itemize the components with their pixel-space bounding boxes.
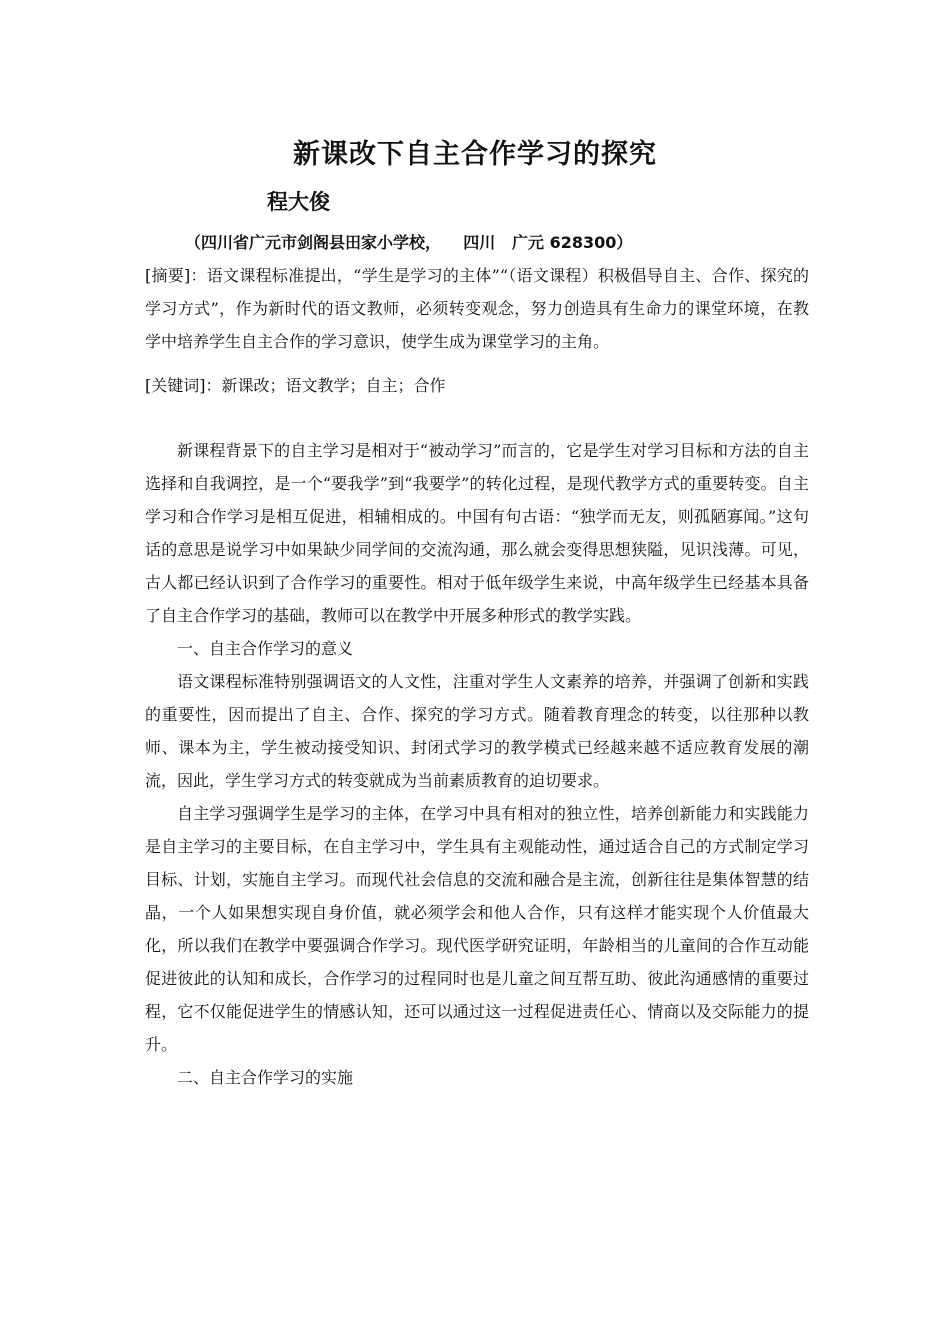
document-title: 新课改下自主合作学习的探究	[293, 139, 657, 170]
body-paragraph: 新课程背景下的自主学习是相对于“被动学习”而言的，它是学生对学习目标和方法的自主选择和自我调控，是一个“要我学”到“我要学”的转化过程，是现代教学方式的重要转变。自主学习和合作学习是相互促进，相辅相成的。中国有句古语：“独学而无友，则孤陋寡闻。”这句话的意思是说学习中如果缺少同学间的交流沟通，那么就会变得思想狭隘，见识浅薄。可见，古人都已经认识到了合作学习的重要性。相对于低年级学生来说，中高年级学生已经基本具备了自主合作学习的基础，教师可以在教学中开展多种形式的教学实践。	[145, 441, 809, 625]
abstract-text: [摘要]：语文课程标准提出，“学生是学习的主体”“（语文课程）积极倡导自主、合作、探究的学习方式”，作为新时代的语文教师，必须转变观念，努力创造具有生命力的课堂环境，在教学中培养学生自主合作的学习意识，使学生成为课堂学习的主角。	[145, 266, 809, 351]
body-text	[145, 434, 809, 1094]
section-heading: 二、自主合作学习的实施	[177, 1068, 354, 1087]
keywords-section	[145, 369, 809, 402]
author-name: 程大俊	[267, 190, 330, 214]
body-paragraph: 语文课程标准特别强调语文的人文性，注重对学生人文素养的培养，并强调了创新和实践的重要性，因而提出了自主、合作、探究的学习方式。随着教育理念的转变，以往那种以教师、课本为主，学生被动接受知识、封闭式学习的教学模式已经越来越不适应教育发展的潮流，因此，学生学习方式的转变就成为当前素质教育的迫切要求。	[145, 672, 809, 790]
author-affiliation: （四川省广元市剑阁县田家小学校， 四川 广元 628300）	[185, 233, 633, 252]
body-paragraph: 自主学习强调学生是学习的主体，在学习中具有相对的独立性，培养创新能力和实践能力是自主学习的主要目标，在自主学习中，学生具有主观能动性，通过适合自己的方式制定学习目标、计划，实施自主学习。而现代社会信息的交流和融合是主流，创新往往是集体智慧的结晶，一个人如果想实现自身价值，就必须学会和他人合作，只有这样才能实现个人价值最大化，所以我们在教学中要强调合作学习。现代医学研究证明，年龄相当的儿童间的合作互动能促进彼此的认知和成长，合作学习的过程同时也是儿童之间互帮互助、彼此沟通感情的重要过程，它不仅能促进学生的情感认知，还可以通过这一过程促进责任心、情商以及交际能力的提升。	[145, 804, 809, 1054]
section-heading: 一、自主合作学习的意义	[177, 639, 354, 658]
keywords-text: [关键词]：新课改；语文教学；自主；合作	[145, 376, 446, 395]
abstract-section	[145, 259, 809, 358]
